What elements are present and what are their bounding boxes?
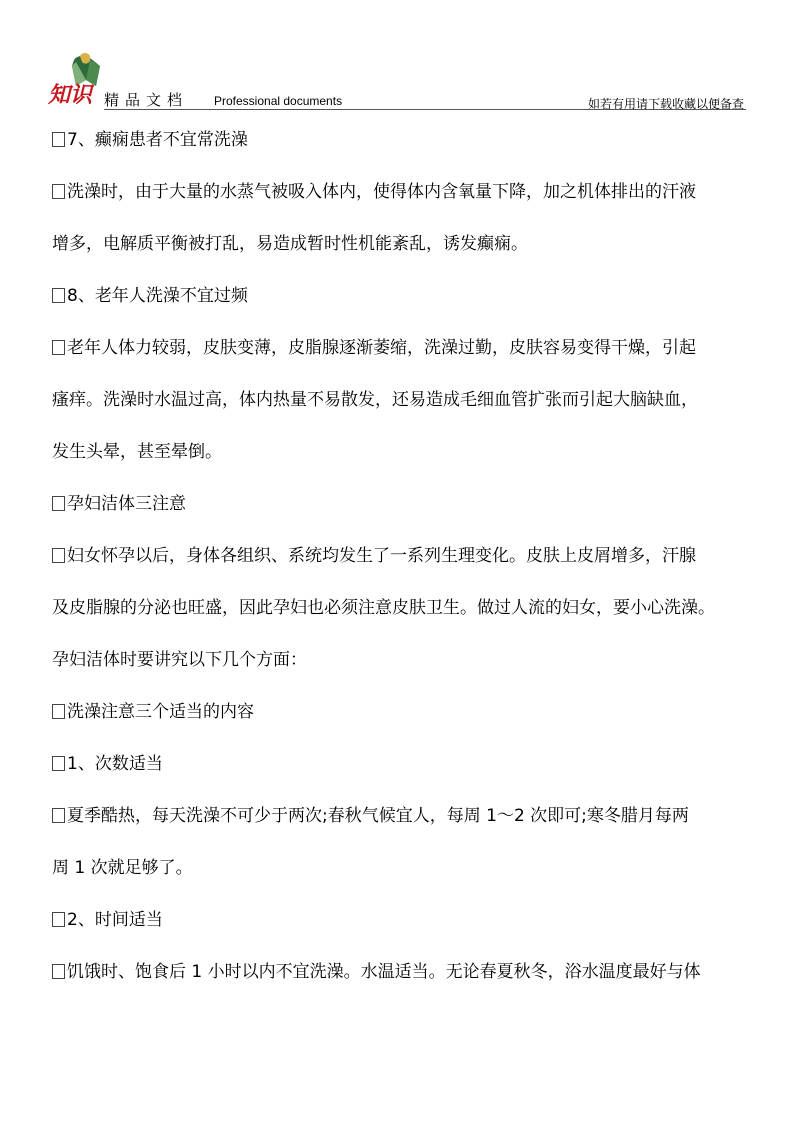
paragraph-text: 及皮脂腺的分泌也旺盛，因此孕妇也必须注意皮肤卫生。做过人流的妇女，要小心洗澡。 bbox=[52, 598, 715, 618]
header-note: 如若有用请下载收藏以便备查 bbox=[587, 97, 744, 111]
paragraph bbox=[52, 753, 772, 775]
paragraph-text: 瘙痒。洗澡时水温过高，体内热量不易散发，还易造成毛细血管扩张而引起大脑缺血， bbox=[52, 390, 698, 410]
paragraph bbox=[52, 701, 772, 723]
header-title: 精品文档 bbox=[104, 91, 189, 109]
checkbox-glyph-icon bbox=[52, 132, 65, 147]
paragraph-text: 2、时间适当 bbox=[67, 910, 163, 930]
paragraph bbox=[52, 441, 772, 463]
paragraph-text: 老年人体力较弱，皮肤变薄，皮脂腺逐渐萎缩，洗澡过勤，皮肤容易变得干燥，引起 bbox=[67, 338, 696, 358]
paragraph-text: 8、老年人洗澡不宜过频 bbox=[67, 286, 248, 306]
checkbox-glyph-icon bbox=[52, 184, 65, 199]
paragraph-text: 夏季酷热，每天洗澡不可少于两次;春秋气候宜人，每周 1～2 次即可;寒冬腊月每两 bbox=[67, 806, 689, 826]
checkbox-glyph-icon bbox=[52, 288, 65, 303]
paragraph-text: 7、癫痫患者不宜常洗澡 bbox=[67, 130, 248, 150]
paragraph-text: 妇女怀孕以后，身体各组织、系统均发生了一系列生理变化。皮肤上皮屑增多，汗腺 bbox=[67, 546, 696, 566]
paragraph bbox=[52, 857, 772, 879]
checkbox-glyph-icon bbox=[52, 340, 65, 355]
paragraph-text: 饥饿时、饱食后 1 小时以内不宜洗澡。水温适当。无论春夏秋冬，浴水温度最好与体 bbox=[67, 962, 701, 982]
paragraph bbox=[52, 129, 772, 151]
paragraph-text: 孕妇洁体三注意 bbox=[67, 494, 186, 514]
paragraph bbox=[52, 493, 772, 515]
paragraph-text: 增多，电解质平衡被打乱，易造成暂时性机能紊乱，诱发癫痫。 bbox=[52, 234, 528, 254]
paragraph bbox=[52, 597, 772, 619]
paragraph bbox=[52, 233, 772, 255]
paragraph bbox=[52, 337, 772, 359]
paragraph bbox=[52, 805, 772, 827]
checkbox-glyph-icon bbox=[52, 756, 65, 771]
logo-text: 知识 bbox=[48, 82, 93, 108]
paragraph bbox=[52, 909, 772, 931]
document-body bbox=[52, 120, 772, 983]
paragraph-text: 1、次数适当 bbox=[67, 754, 163, 774]
paragraph bbox=[52, 285, 772, 307]
paragraph-text: 发生头晕，甚至晕倒。 bbox=[52, 442, 222, 462]
paragraph bbox=[52, 181, 772, 203]
paragraph bbox=[52, 961, 772, 983]
logo-icon bbox=[46, 52, 104, 108]
page-header bbox=[0, 0, 794, 115]
paragraph-text: 孕妇洁体时要讲究以下几个方面： bbox=[52, 650, 307, 670]
checkbox-glyph-icon bbox=[52, 808, 65, 823]
paragraph-text: 洗澡时，由于大量的水蒸气被吸入体内，使得体内含氧量下降，加之机体排出的汗液 bbox=[67, 182, 696, 202]
header-subtitle: Professional documents bbox=[214, 94, 343, 108]
checkbox-glyph-icon bbox=[52, 964, 65, 979]
paragraph bbox=[52, 389, 772, 411]
checkbox-glyph-icon bbox=[52, 548, 65, 563]
checkbox-glyph-icon bbox=[52, 912, 65, 927]
paragraph-text: 周 1 次就足够了。 bbox=[52, 858, 193, 878]
header-divider bbox=[104, 109, 746, 110]
paragraph bbox=[52, 649, 772, 671]
checkbox-glyph-icon bbox=[52, 496, 65, 511]
checkbox-glyph-icon bbox=[52, 704, 65, 719]
paragraph-text: 洗澡注意三个适当的内容 bbox=[67, 702, 254, 722]
paragraph bbox=[52, 545, 772, 567]
